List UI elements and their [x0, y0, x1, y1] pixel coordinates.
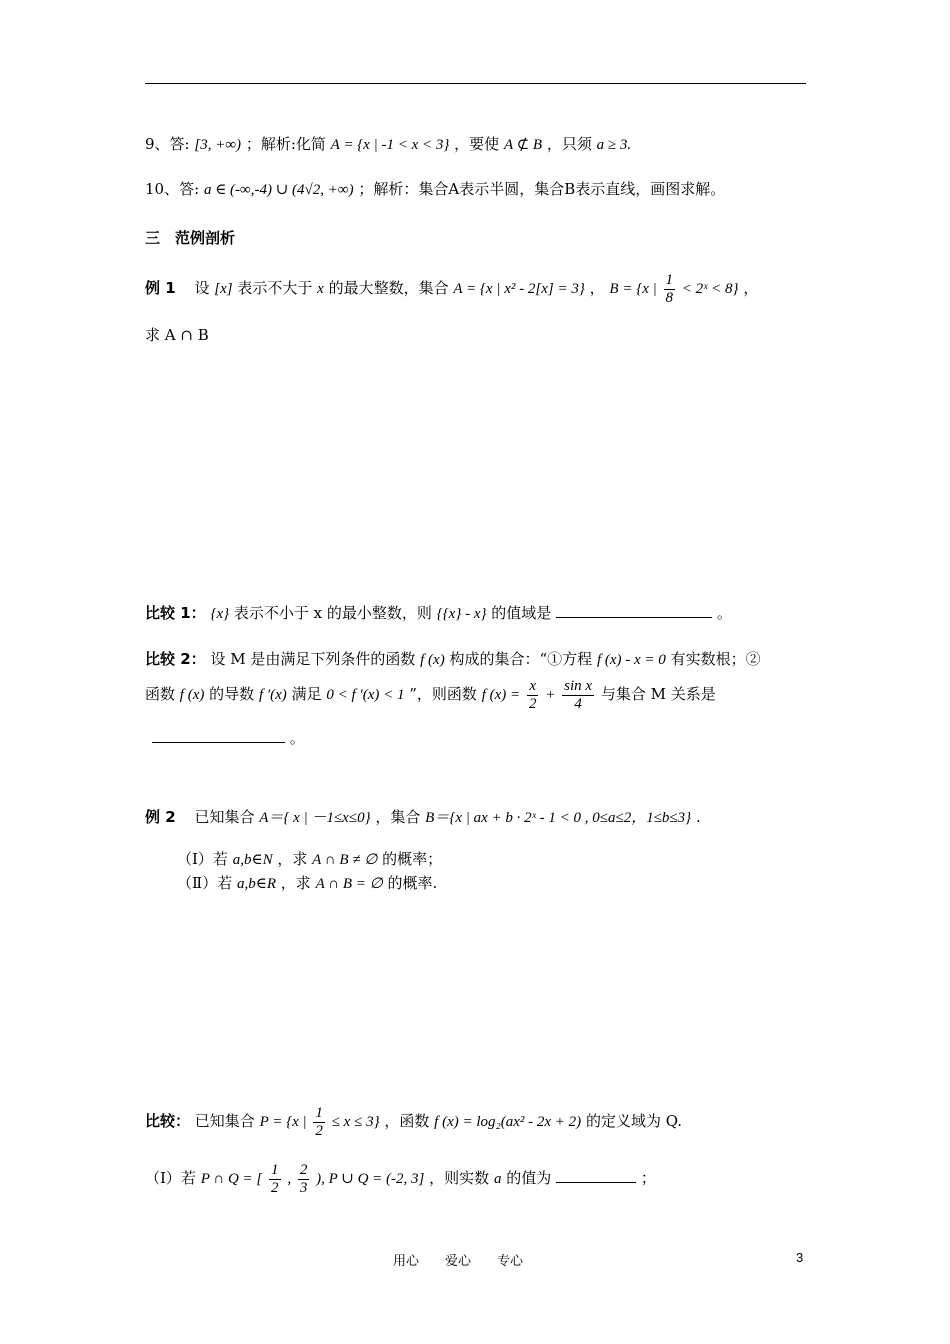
compare-2-t1: 设 M 是由满足下列条件的函数 [210, 650, 416, 668]
compare-3-func: f (x) = log₂(ax² - 2x + 2) [434, 1114, 582, 1130]
example-2-t1: 已知集合 [194, 808, 255, 826]
compare-3-part1-m1: P ∩ Q = [ [200, 1171, 263, 1187]
compare-1-m1: {x} [210, 606, 230, 622]
fraction-denominator: 4 [574, 695, 582, 712]
example-1-m1: [x] [214, 281, 233, 297]
fraction-denominator: 2 [315, 1122, 323, 1139]
compare-2-l2-m2: f ′(x) [258, 687, 287, 703]
comma: , [287, 1171, 292, 1187]
fraction-numerator: 1 [665, 272, 674, 288]
example-2-part-2 [177, 874, 437, 893]
fraction-numerator: x [529, 678, 537, 694]
compare-3-part1-fraction-1 [269, 1162, 281, 1196]
answer-10 [145, 180, 725, 199]
compare-2-m1: f (x) [420, 652, 445, 668]
fraction-numerator: 1 [315, 1105, 323, 1121]
section-title: 三 范例剖析 [145, 229, 236, 247]
compare-2-fraction-2 [562, 678, 594, 712]
example-1-t2: 表示不大于 [237, 279, 313, 297]
header-rule [145, 83, 806, 84]
example-1-setB-post: < 2ˣ < 8} [681, 281, 739, 297]
compare-3-part1-t2: 的值为 [506, 1169, 552, 1187]
example-2-part1-m2: A ∩ B ≠ ∅ [312, 852, 378, 868]
compare-2-l2-t3: 满足 [291, 685, 322, 703]
compare-1-label: 比较 1： [145, 604, 206, 622]
answer-9-setA: A = {x | -1 < x < 3} [330, 137, 450, 153]
page-number: 3 [796, 1250, 804, 1265]
compare-2-line3 [152, 728, 305, 747]
example-1-setB-pre: B = {x | [609, 281, 657, 297]
compare-3-t1: 已知集合 [194, 1112, 255, 1130]
compare-3-part1-pre: （I）若 [145, 1169, 196, 1187]
compare-2-l2-t1: 函数 [145, 685, 176, 703]
example-2-part2-post: 的概率. [387, 874, 438, 892]
answer-10-label: 10、答: [145, 180, 200, 198]
compare-2-l2-t2: 的导数 [209, 685, 255, 703]
example-2-part1-mid: ，求 [277, 850, 308, 868]
fraction-denominator: 3 [299, 1179, 308, 1196]
example-2-part2-m: a,b∈R [236, 876, 277, 892]
answer-9-cond: A ⊄ B [503, 137, 543, 153]
example-2-part1-pre: （Ⅰ）若 [177, 850, 228, 868]
answer-blank[interactable] [556, 1168, 636, 1183]
compare-3-part1-t: ，则实数 [429, 1169, 490, 1187]
answer-9-result: a ≥ 3. [596, 137, 632, 153]
answer-9-label: 9、答: [145, 135, 190, 153]
example-1-t1: 设 [194, 279, 210, 297]
compare-3-part1-m2: ), P ∪ Q = (-2, 3] [316, 1171, 425, 1187]
example-2-part1-post: 的概率； [382, 850, 443, 868]
compare-2-l2-t5: 与集合 M 关系是 [600, 685, 716, 703]
compare-2-fraction-1 [527, 678, 539, 712]
answer-blank[interactable] [556, 603, 712, 618]
answer-10-analysis: ；解析：集合A表示半圆，集合B表示直线，画图求解。 [358, 180, 726, 198]
compare-2-line2 [145, 678, 716, 712]
compare-2-t3: 有实数根；② [670, 650, 761, 668]
compare-2-l2-m3: 0 < f ′(x) < 1 [326, 687, 405, 703]
compare-2-l2-m4: f (x) = [481, 687, 521, 703]
compare-1-end: 。 [716, 604, 732, 622]
compare-3-part1-a: a [493, 1171, 502, 1187]
compare-2-m2: f (x) - x = 0 [596, 652, 666, 668]
fraction-numerator: sin x [564, 678, 593, 694]
answer-9 [145, 135, 631, 154]
example-2-setA: A＝{ x | －1≤x≤0} [259, 810, 371, 826]
fraction-numerator: 1 [271, 1162, 279, 1178]
fraction-denominator: 2 [271, 1179, 279, 1196]
example-1-setA: A = {x | x² - 2[x] = 3} [453, 281, 585, 297]
compare-1-t2: 的值域是 [491, 604, 552, 622]
example-1-t4: ， [589, 279, 605, 297]
plus-sign: + [545, 687, 556, 703]
example-2-end: . [695, 808, 701, 826]
example-2-part2-m2: A ∩ B = ∅ [315, 876, 383, 892]
compare-3-part-1 [145, 1162, 656, 1196]
compare-2-end: 。 [289, 729, 305, 747]
example-2-part-1 [177, 850, 442, 869]
compare-3-t3: 的定义域为 Q. [585, 1112, 683, 1130]
footer-motto: 用心 爱心 专心 [393, 1254, 524, 1269]
compare-3-fraction [313, 1105, 325, 1139]
example-1-fraction [664, 272, 676, 306]
example-1-m2: x [317, 281, 324, 297]
example-1-t3: 的最大整数，集合 [328, 279, 449, 297]
compare-1-m2: {{x} - x} [436, 606, 487, 622]
answer-9-interval: [3, +∞) [194, 137, 242, 153]
example-1-ask: 求 A ∩ B [145, 326, 209, 344]
answer-9-sep3: ，只须 [546, 135, 592, 153]
compare-2-l2-t4: ”，则函数 [409, 685, 477, 703]
fraction-denominator: 2 [528, 695, 537, 712]
compare-2-t2: 构成的集合：“①方程 [449, 650, 593, 668]
compare-3-part1-end: ； [640, 1169, 656, 1187]
answer-10-value: a ∈ (-∞,-4) ∪ (4√2, +∞) [203, 182, 354, 198]
compare-3-setP-post: ≤ x ≤ 3} [331, 1114, 380, 1130]
compare-2-label: 比较 2： [145, 650, 206, 668]
compare-3-label: 比较： [145, 1112, 191, 1130]
compare-3-setP-pre: P = {x | [259, 1114, 307, 1130]
compare-2 [145, 650, 761, 669]
compare-3 [145, 1105, 682, 1139]
compare-1 [145, 603, 732, 623]
compare-3-part1-fraction-2 [298, 1162, 310, 1196]
answer-9-sep1: ；解析:化简 [245, 135, 326, 153]
fraction-denominator: 8 [665, 289, 674, 306]
answer-9-sep2: ，要使 [454, 135, 500, 153]
example-2-label: 例 2 [145, 808, 176, 826]
compare-3-t2: ，函数 [384, 1112, 430, 1130]
example-2-part2-pre: （Ⅱ）若 [177, 874, 233, 892]
example-2-part1-m: a,b∈N [232, 852, 273, 868]
answer-blank[interactable] [152, 728, 285, 743]
compare-1-t1: 表示不小于 x 的最小整数，则 [233, 604, 432, 622]
example-2-part2-mid: ，求 [280, 874, 311, 892]
example-2-t2: ，集合 [375, 808, 421, 826]
example-1 [145, 272, 758, 306]
example-2-setB: B＝{x | ax + b · 2ˣ - 1 < 0 , 0≤a≤2，1≤b≤3} [425, 810, 692, 826]
example-1-t5: ， [743, 279, 759, 297]
fraction-numerator: 2 [299, 1162, 308, 1178]
compare-2-l2-m1: f (x) [179, 687, 205, 703]
example-1-label: 例 1 [145, 279, 176, 297]
example-2 [145, 808, 701, 827]
